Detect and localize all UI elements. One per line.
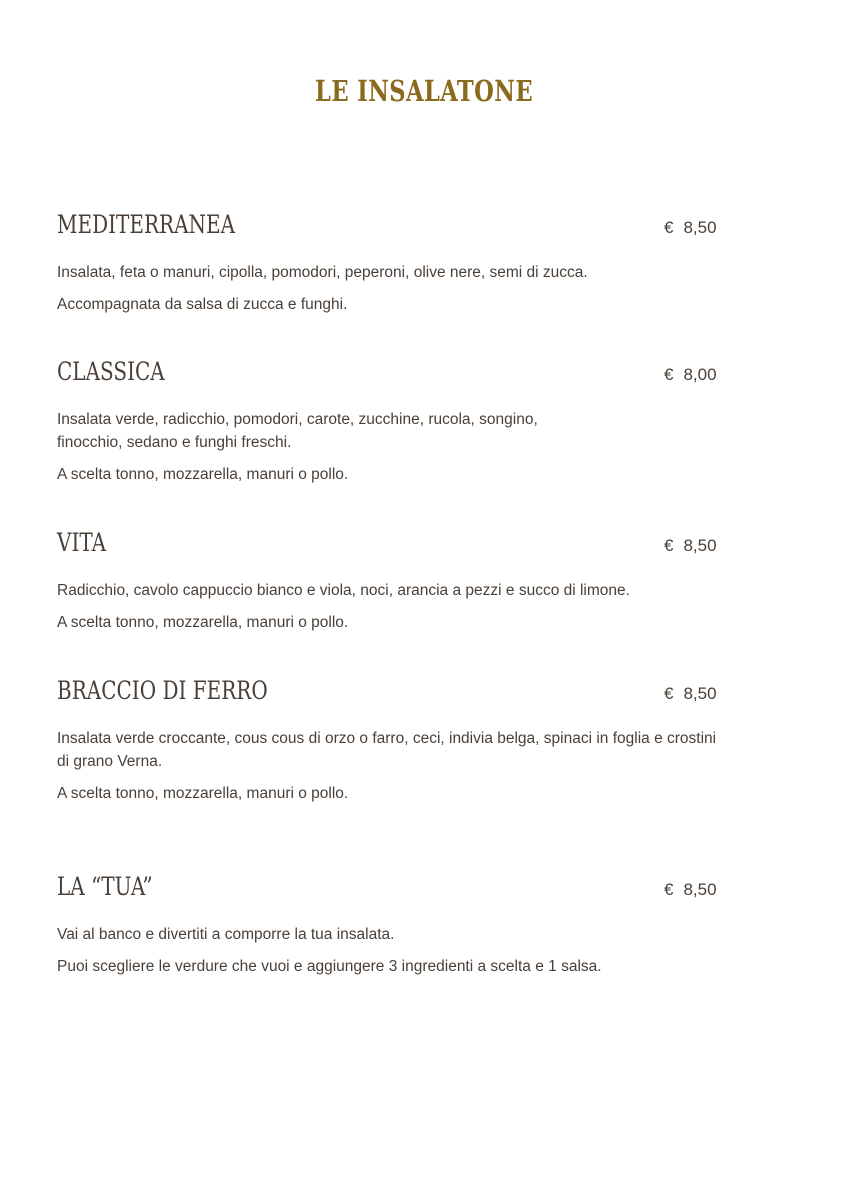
menu-item-note: Accompagnata da salsa di zucca e funghi. — [57, 296, 348, 313]
currency-symbol: € — [664, 880, 674, 899]
menu-item-name: LA “TUA” — [57, 872, 153, 901]
menu-item-braccio-di-ferro — [57, 676, 737, 805]
menu-item-description: Insalata verde, radicchio, pomodori, carote, zucchine, rucola, songino, finocchio, sedano e funghi freschi. — [57, 411, 538, 451]
menu-item-description: Insalata, feta o manuri, cipolla, pomodori, peperoni, olive nere, semi di zucca. — [57, 264, 588, 281]
menu-item-description: Vai al banco e divertiti a comporre la tua insalata. — [57, 926, 395, 943]
price-value: 8,00 — [683, 365, 717, 384]
menu-item-note: Puoi scegliere le verdure che vuoi e aggiungere 3 ingredienti a scelta e 1 salsa. — [57, 958, 602, 975]
menu-item-price — [664, 536, 717, 556]
menu-item-price — [664, 218, 717, 238]
menu-item-price — [664, 365, 717, 385]
menu-item-name: CLASSICA — [57, 357, 165, 386]
menu-item-description: Radicchio, cavolo cappuccio bianco e viola, noci, arancia a pezzi e succo di limone. — [57, 582, 630, 599]
menu-item-classica — [57, 357, 737, 486]
menu-item-name: VITA — [57, 528, 107, 557]
menu-item-price — [664, 880, 717, 900]
page-title: LE INSALATONE — [315, 74, 533, 108]
currency-symbol: € — [664, 684, 674, 703]
menu-item-note: A scelta tonno, mozzarella, manuri o pollo. — [57, 785, 349, 802]
currency-symbol: € — [664, 536, 674, 555]
menu-item-header — [57, 872, 737, 906]
price-value: 8,50 — [683, 684, 717, 703]
menu-item-name: MEDITERRANEA — [57, 210, 236, 239]
menu-item-header — [57, 528, 737, 562]
menu-item-note: A scelta tonno, mozzarella, manuri o pollo. — [57, 614, 349, 631]
menu-item-header — [57, 210, 737, 244]
price-value: 8,50 — [683, 536, 717, 555]
price-value: 8,50 — [683, 218, 717, 237]
menu-item-la-tua — [57, 872, 737, 978]
menu-item-note: A scelta tonno, mozzarella, manuri o pollo. — [57, 466, 349, 483]
menu-item-description: Insalata verde croccante, cous cous di orzo o farro, ceci, indivia belga, spinaci in foglia e crostini di grano Verna. — [57, 730, 717, 770]
menu-item-name: BRACCIO DI FERRO — [57, 676, 268, 705]
currency-symbol: € — [664, 218, 674, 237]
menu-item-header — [57, 357, 737, 391]
menu-item-price — [664, 684, 717, 704]
currency-symbol: € — [664, 365, 674, 384]
price-value: 8,50 — [683, 880, 717, 899]
menu-item-mediterranea — [57, 210, 737, 316]
menu-item-vita — [57, 528, 737, 634]
menu-item-header — [57, 676, 737, 710]
